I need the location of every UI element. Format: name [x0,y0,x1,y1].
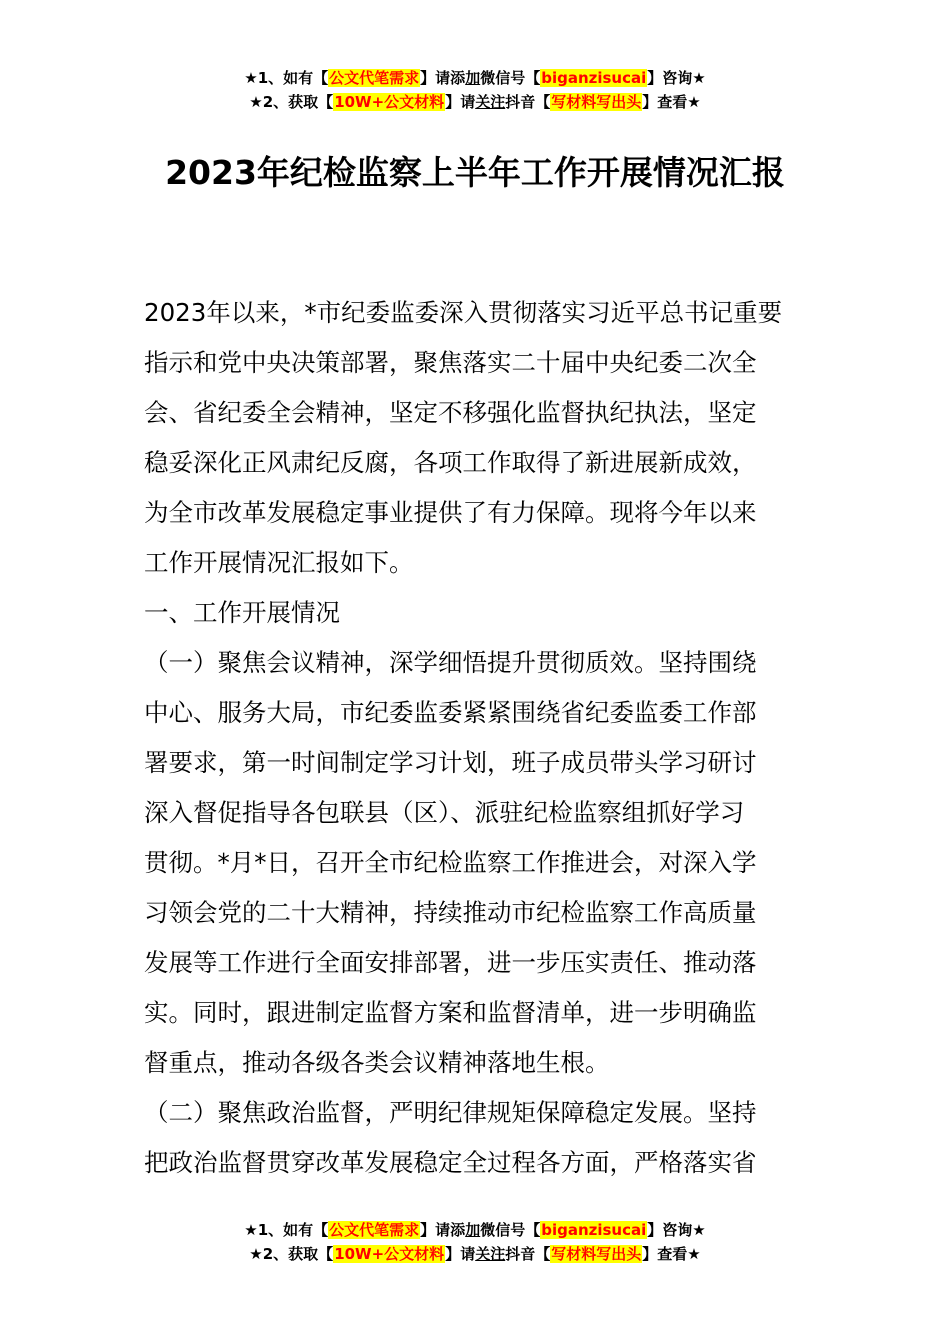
body-line: 习领会党的二十大精神，持续推动市纪检监察工作高质量 [144,898,757,927]
highlight-materials: 10W+公文材料 [334,1245,445,1263]
body-line: 会、省纪委全会精神，坚定不移强化监督执纪执法，坚定 [144,398,757,427]
body-line: 一、工作开展情况 [144,598,340,627]
highlight-service: 公文代笔需求 [329,69,420,87]
body-line: 署要求，第一时间制定学习计划，班子成员带头学习研讨 [144,748,757,777]
highlight-service: 公文代笔需求 [329,1221,420,1239]
highlight-douyin: 写材料写出头 [551,1245,642,1263]
body-line: （二）聚焦政治监督，严明纪律规矩保障稳定发展。坚持 [144,1098,757,1127]
body-line: 把政治监督贯穿改革发展稳定全过程各方面，严格落实省 [144,1148,757,1177]
body-line: 为全市改革发展稳定事业提供了有力保障。现将今年以来 [144,498,757,527]
highlight-douyin: 写材料写出头 [551,93,642,111]
banner-line-1: ★1、如有【公文代笔需求】请添加微信号【biganzisucai】咨询★ [244,69,706,87]
body-line: 贯彻。*月*日，召开全市纪检监察工作推进会，对深入学 [144,848,757,877]
body-line: 2023年以来，*市纪委监委深入贯彻落实习近平总书记重要 [144,298,783,327]
body-line: 工作开展情况汇报如下。 [144,548,414,577]
body-line: 实。同时，跟进制定监督方案和监督清单，进一步明确监 [144,998,757,1027]
body-line: 督重点，推动各级各类会议精神落地生根。 [144,1048,610,1077]
body-line: （一）聚焦会议精神，深学细悟提升贯彻质效。坚持围绕 [144,648,757,677]
body-line: 稳妥深化正风肃纪反腐，各项工作取得了新进展新成效， [144,448,757,477]
banner-line-2: ★2、获取【10W+公文材料】请关注抖音【写材料写出头】查看★ [249,1245,701,1263]
highlight-wechat-id: biganzisucai [541,1221,647,1239]
body-line: 中心、服务大局，市纪委监委紧紧围绕省纪委监委工作部 [144,698,757,727]
document-body [144,288,809,1188]
highlight-materials: 10W+公文材料 [334,93,445,111]
footer-banner [0,1218,950,1266]
document-title: 2023年纪检监察上半年工作开展情况汇报 [165,153,785,192]
header-banner [0,66,950,114]
body-line: 深入督促指导各包联县（区）、派驻纪检监察组抓好学习 [144,798,745,827]
banner-line-1: ★1、如有【公文代笔需求】请添加微信号【biganzisucai】咨询★ [244,1221,706,1239]
highlight-wechat-id: biganzisucai [541,69,647,87]
banner-line-2: ★2、获取【10W+公文材料】请关注抖音【写材料写出头】查看★ [249,93,701,111]
body-line: 指示和党中央决策部署，聚焦落实二十届中央纪委二次全 [144,348,757,377]
body-line: 发展等工作进行全面安排部署，进一步压实责任、推动落 [144,948,757,977]
